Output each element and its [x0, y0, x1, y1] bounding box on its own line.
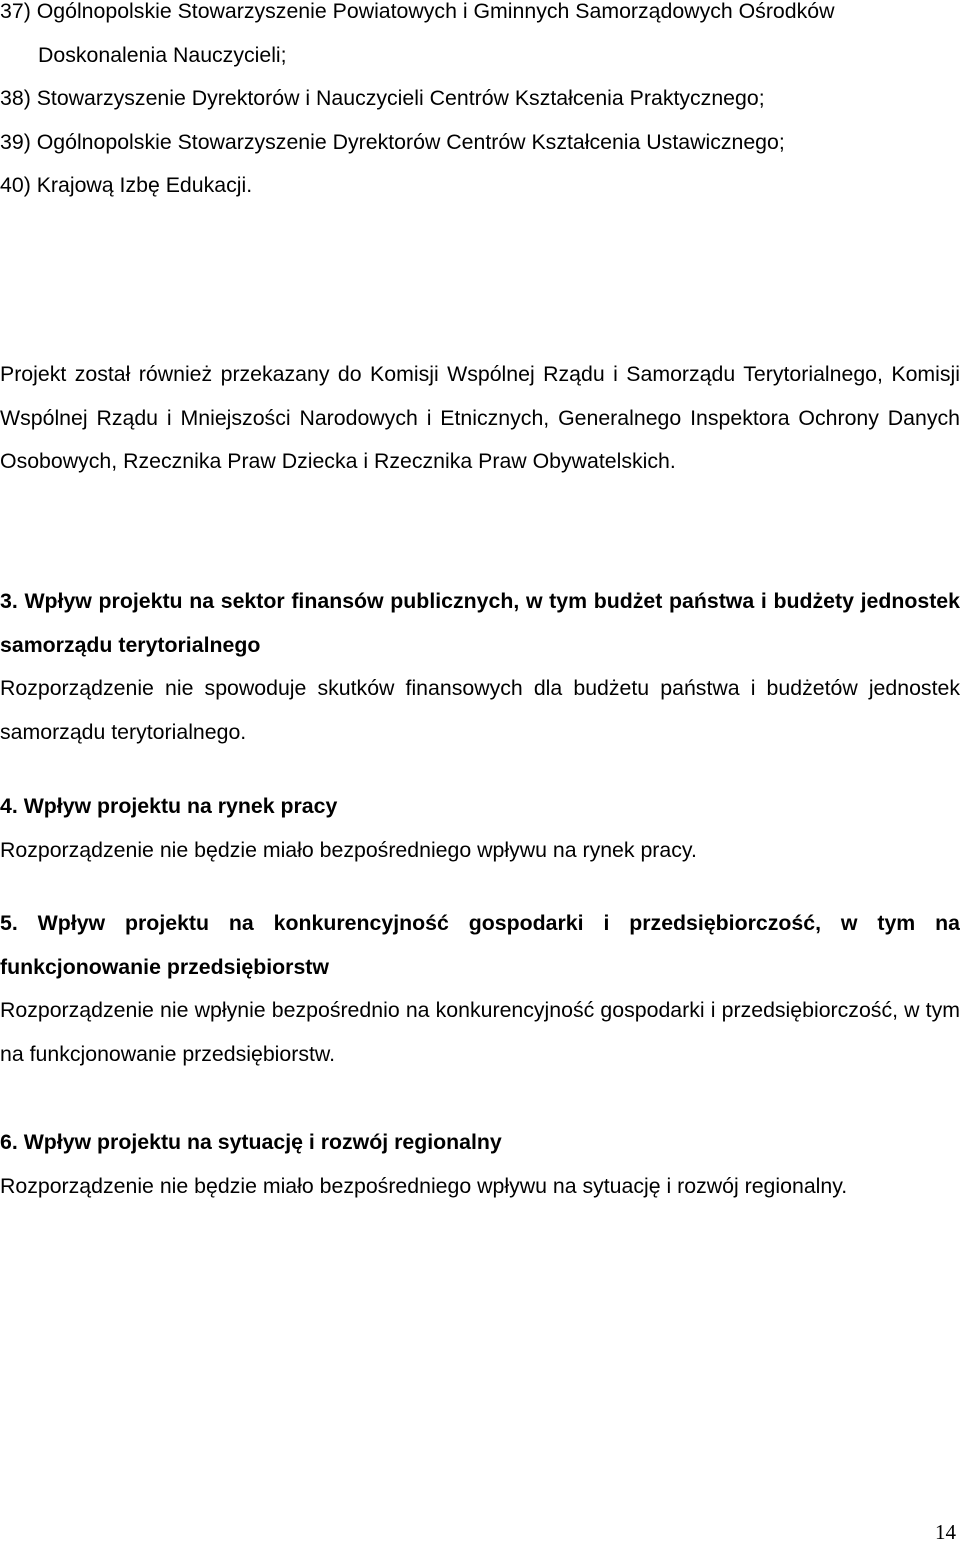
section-5: [0, 902, 960, 1076]
section-heading: [0, 580, 960, 667]
list-item-text: 39) Ogólnopolskie Stowarzyszenie Dyrektorów Centrów Kształcenia Ustawicznego;: [0, 129, 785, 154]
section-heading: [0, 902, 960, 989]
section-number: 5.: [0, 911, 18, 935]
section-body: Rozporządzenie nie spowoduje skutków finansowych dla budżetu państwa i budżetów jednostek samorządu terytorialnego.: [0, 676, 960, 744]
section-heading-text: Wpływ projektu na sektor finansów publicznych, w tym budżet państwa i budżety jednostek samorządu terytorialnego: [0, 589, 960, 657]
intro-paragraph: Projekt został również przekazany do Komisji Wspólnej Rządu i Samorządu Terytorialnego, Komisji Wspólnej Rządu i Mniejszości Narodowych i Etnicznych, Generalnego Inspektora Ochrony Danych Osobowych, Rzecznika Praw Dziecka i Rzecznika Praw Obywatelskich.: [0, 362, 960, 474]
section-heading-text: Wpływ projektu na sytuację i rozwój regionalny: [23, 1130, 502, 1154]
list-item: [0, 121, 818, 165]
section-heading-text: Wpływ projektu na konkurencyjność gospodarki i przedsiębiorczość, w tym na funkcjonowanie przedsiębiorstw: [0, 911, 960, 979]
section-number: 4.: [0, 794, 18, 818]
list-item-text: 40) Krajową Izbę Edukacji.: [0, 173, 253, 198]
page-number: 14: [935, 1520, 956, 1544]
section-number: 6.: [0, 1130, 18, 1154]
section-heading: [0, 785, 960, 829]
section-4: [0, 785, 960, 872]
list-item: [0, 0, 938, 77]
section-number: 3.: [0, 589, 18, 613]
list-item: [0, 77, 818, 121]
list-item: [0, 164, 938, 208]
section-body: Rozporządzenie nie będzie miało bezpośredniego wpływu na rynek pracy.: [0, 837, 697, 862]
section-body: Rozporządzenie nie będzie miało bezpośredniego wpływu na sytuację i rozwój regionalny.: [0, 1173, 848, 1198]
list-item-text: 38) Stowarzyszenie Dyrektorów i Nauczycieli Centrów Kształcenia Praktycznego;: [0, 86, 765, 111]
intro-block: [0, 353, 960, 484]
section-heading-text: Wpływ projektu na rynek pracy: [23, 794, 338, 818]
section-body: Rozporządzenie nie wpłynie bezpośrednio na konkurencyjność gospodarki i przedsiębiorczość, w tym na funkcjonowanie przedsiębiorstw.: [0, 998, 960, 1066]
institution-list: [0, 0, 960, 208]
section-3: [0, 580, 960, 754]
section-6: [0, 1121, 960, 1208]
list-item-text: 37) Ogólnopolskie Stowarzyszenie Powiatowych i Gminnych Samorządowych Ośrodków Doskonalenia Nauczycieli;: [0, 0, 835, 67]
section-heading: [0, 1121, 960, 1165]
